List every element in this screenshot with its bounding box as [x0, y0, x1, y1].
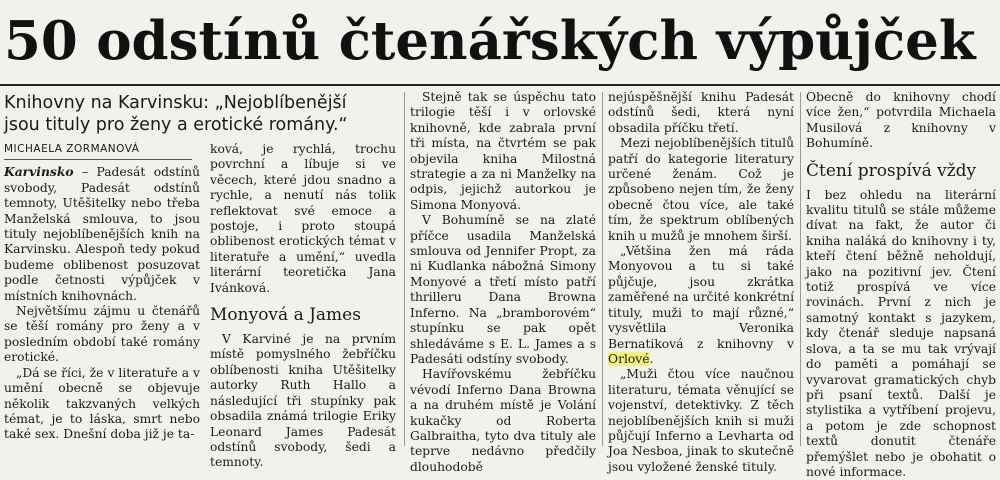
paragraph: „Většina žen má ráda Monyovou a tu si také půjčuje, jsou zkrátka zaměřené na určité konkrétní tituly, muži to mají různé,“ vysvětlila Veronika Bernatiková z knihovny v Orlové. — [608, 244, 794, 366]
column-divider — [800, 92, 801, 446]
column-divider — [404, 92, 405, 446]
interheading: Monyová a James — [210, 305, 361, 326]
column-3 — [410, 90, 596, 474]
paragraph: Mezi nejoblíbenějších titulů patří do kategorie literatury určené ženám. Což je způsobeno nejen tím, že ženy obecně čtou více, ale také tím, že spektrum oblíbených knih u mužů je mnohem širší. — [608, 136, 794, 243]
paragraph: nejúspěšnější knihu Padesát odstínů šedi, která nyní obsadila příčku třetí. — [608, 90, 794, 135]
paragraph: „Muži čtou více naučnou literaturu, témata věnující se vojenství, detektivky. Z těch nejoblíbenějších knih si muži půjčují Inferno a Levharta od Joa Nesboa, jinak to skutečně jsou vyložené ženské tituly. — [608, 367, 794, 474]
paragraph: Obecně do knihovny chodí více žen,“ potvrdila Michaela Musilová z knihovny v Bohumíně. — [806, 90, 996, 151]
paragraph: ková, je rychlá, trochu povrchní a líbuje si ve věcech, které jdou snadno a rychle, a nenutí nás tolik reflektovat své emoce a postoje, i proto stoupá oblibenost erotických témat v literatuře a umění,“ uvedla literární teoretička Jana Ivánková. — [210, 142, 396, 295]
dateline-location: Karvinsko — [4, 164, 74, 180]
paragraph: „Dá se říci, že v literatuře a v umění obecně se objevuje několik takzvaných velkých témat, je to láska, smrt nebo také sex. Dnešní doba již je ta- — [4, 365, 200, 442]
highlighted-word: Orlové — [608, 351, 650, 366]
subheading: Knihovny na Karvinsku: „Nejoblíbenější jsou tituly pro ženy a erotické romány.“ — [4, 93, 348, 135]
column-4 — [608, 90, 794, 474]
column-5 — [806, 90, 996, 479]
paragraph: Havířovskému žebříčku vévodí Inferno Dana Browna a na druhém místě je Volání kukačky od Roberta Galbraitha, tyto dva tituly ale teprve nedávno předčily dlouhodobě — [410, 367, 596, 474]
paragraph: I bez ohledu na literární kvalitu titulů se stále můžeme dívat na fakt, že autor či kniha naláká do knihovny i ty, kteří čtení běžně neholdují, jako na pozitivní jev. Čtení totiž prospívá ve více rovinách. První z nich je samotný kontakt s jazykem, kdy čtenář sleduje napsaná slova, a ta se mu tak vrývají do paměti a pomáhají se vyvarovat gramatických chyb při psaní textů. Další je stylistika a vytříbení projevu, a potom je zde schopnost textů donutit čtenáře přemýšlet nebo je obohatit o nové informace. — [806, 187, 996, 479]
column-divider — [602, 92, 603, 446]
column-2 — [210, 142, 396, 470]
interheading: Čtení prospívá vždy — [806, 160, 977, 181]
paragraph: Stejně tak se úspěchu tato trilogie těší i v orlovské knihovně, kde zabrala první tři místa, na čtvrtém se pak objevila kniha Milostná strategie a za ni Manželky na odpis, jejichž autorkou je Simona Monyová. — [410, 90, 596, 212]
headline-rule — [0, 84, 1000, 86]
headline: 50 odstínů čtenářských výpůjček — [4, 10, 976, 72]
paragraph: V Bohumíně se na zlaté příčce usadila Manželská smlouva od Jennifer Propt, za ni Kudlanka nábožná Simony Monyové a třetí místo patří thrilleru Dana Browna Inferno. Na „bramborovém“ stupínku se pak opět shledáváme s E. L. James a s Padesáti odstíny svobody. — [410, 213, 596, 366]
paragraph: Největšímu zájmu u čtenářů se těší romány pro ženy a v posledním období také romány erotické. — [4, 304, 200, 365]
paragraph: V Karviné je na prvním místě pomyslného žebříčku oblíbenosti kniha Utěšitelky autorky Ruth Hallo a následující tři stupínky pak obsadila známá trilogie Eriky Leonard James Padesát odstínů svobody, šedi a temnoty. — [210, 332, 396, 470]
byline: MICHAELA ZORMANOVÁ — [4, 142, 192, 160]
paragraph: Karvinsko – Padesát odstínů svobody, Padesát odstínů temnoty, Utěšitelky nebo třeba Manželská smlouva, to jsou tituly nejoblíbenějších knih na Karvinsku. Alespoň tedy pokud budeme oblibenost posuzovat podle četnosti výpůjček v místních knihovnách. — [4, 164, 200, 303]
